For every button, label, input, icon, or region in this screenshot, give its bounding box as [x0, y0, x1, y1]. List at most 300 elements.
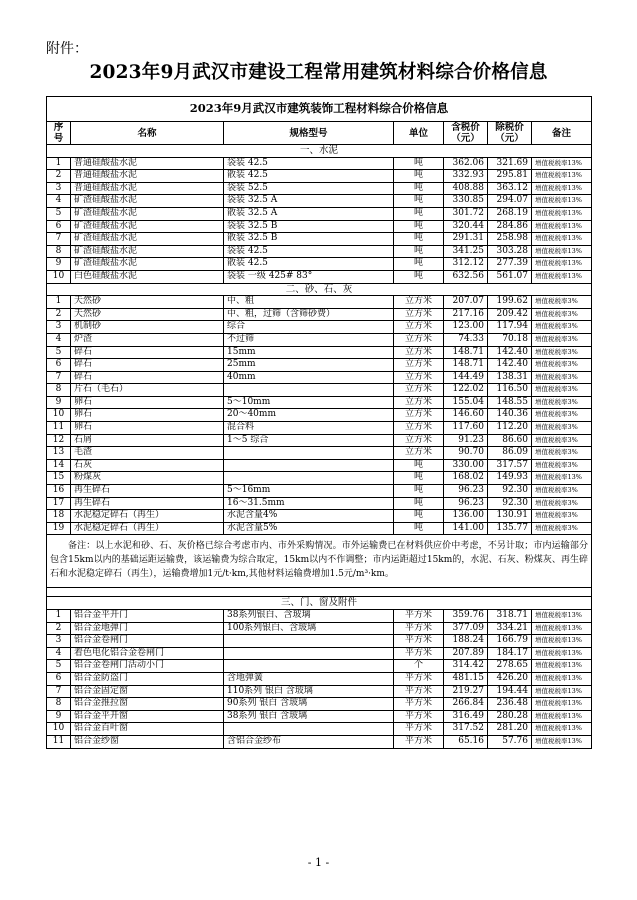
row-name: 着色电化铝合金卷闸门: [71, 647, 224, 660]
row-price-notax: 166.79: [488, 635, 532, 648]
row-seq: 1: [47, 157, 71, 170]
row-name: 碎石: [71, 346, 224, 359]
table-row: [47, 472, 592, 485]
row-note: 增值税税率13%: [532, 698, 592, 711]
row-note: 增值税税率13%: [532, 723, 592, 736]
row-note: 增值税税率13%: [532, 610, 592, 623]
row-name: 普通硅酸盐水泥: [71, 182, 224, 195]
row-price-tax: 96.23: [444, 485, 488, 498]
row-unit: 平方米: [394, 723, 444, 736]
table-row: [47, 396, 592, 409]
row-unit: 吨: [394, 459, 444, 472]
table-row: [47, 270, 592, 283]
row-unit: 平方米: [394, 622, 444, 635]
row-unit: 吨: [394, 220, 444, 233]
row-unit: 吨: [394, 258, 444, 271]
header-spec: 规格型号: [224, 122, 394, 145]
row-seq: 10: [47, 270, 71, 283]
row-unit: 吨: [394, 510, 444, 523]
row-seq: 2: [47, 622, 71, 635]
row-price-tax: 146.60: [444, 409, 488, 422]
row-unit: 吨: [394, 485, 444, 498]
row-note: 增值税税率3%: [532, 497, 592, 510]
row-name: 片石（毛石）: [71, 384, 224, 397]
row-spec: 综合: [224, 321, 394, 334]
row-price-notax: 284.86: [488, 220, 532, 233]
table-row: [47, 233, 592, 246]
row-note: 增值税税率13%: [532, 270, 592, 283]
row-price-notax: 117.94: [488, 321, 532, 334]
row-name: 石屑: [71, 434, 224, 447]
row-price-tax: 359.76: [444, 610, 488, 623]
row-spec: 38系列 银白 含玻璃: [224, 710, 394, 723]
table-row: [47, 346, 592, 359]
row-seq: 7: [47, 371, 71, 384]
row-seq: 6: [47, 220, 71, 233]
row-seq: 8: [47, 698, 71, 711]
row-unit: 立方米: [394, 384, 444, 397]
row-price-tax: 291.31: [444, 233, 488, 246]
row-name: 铝合金推拉窗: [71, 698, 224, 711]
row-note: 增值税税率3%: [532, 296, 592, 309]
table-row: [47, 434, 592, 447]
row-spec: 中、粗，过筛（含筛砂费）: [224, 308, 394, 321]
row-seq: 8: [47, 384, 71, 397]
row-seq: 3: [47, 635, 71, 648]
section-title: 一、水泥: [47, 145, 592, 158]
row-unit: 立方米: [394, 346, 444, 359]
row-unit: 吨: [394, 245, 444, 258]
row-unit: 立方米: [394, 308, 444, 321]
row-price-tax: 217.16: [444, 308, 488, 321]
row-note: 增值税税率3%: [532, 459, 592, 472]
table-row: [47, 296, 592, 309]
row-price-notax: 116.50: [488, 384, 532, 397]
header-price-notax: 除税价（元）: [488, 122, 532, 145]
table-row: [47, 622, 592, 635]
row-note: 增值税税率3%: [532, 371, 592, 384]
row-price-tax: 136.00: [444, 510, 488, 523]
row-price-notax: 281.20: [488, 723, 532, 736]
document-title: 2023年9月武汉市建设工程常用建筑材料综合价格信息: [89, 62, 548, 83]
row-seq: 6: [47, 359, 71, 372]
row-seq: 9: [47, 396, 71, 409]
row-note: 增值税税率13%: [532, 647, 592, 660]
row-seq: 14: [47, 459, 71, 472]
header-note: 备注: [532, 122, 592, 145]
row-unit: 吨: [394, 157, 444, 170]
row-spec: 5～16mm: [224, 485, 394, 498]
row-note: 增值税税率3%: [532, 321, 592, 334]
table-row: [47, 207, 592, 220]
row-price-notax: 142.40: [488, 346, 532, 359]
row-unit: 吨: [394, 195, 444, 208]
row-seq: 3: [47, 182, 71, 195]
row-price-tax: 219.27: [444, 685, 488, 698]
header-name: 名称: [71, 122, 224, 145]
row-seq: 4: [47, 333, 71, 346]
row-price-notax: 295.81: [488, 170, 532, 183]
row-name: 铝合金卷闸门: [71, 635, 224, 648]
row-spec: 25mm: [224, 359, 394, 372]
row-spec: [224, 635, 394, 648]
row-seq: 7: [47, 233, 71, 246]
remark-row: [47, 535, 592, 588]
row-name: 铝合金卷闸门活动小门: [71, 660, 224, 673]
row-price-tax: 155.04: [444, 396, 488, 409]
row-unit: 吨: [394, 497, 444, 510]
row-price-notax: 303.28: [488, 245, 532, 258]
row-price-tax: 96.23: [444, 497, 488, 510]
row-price-notax: 194.44: [488, 685, 532, 698]
row-price-tax: 123.00: [444, 321, 488, 334]
row-name: 碎石: [71, 359, 224, 372]
row-price-notax: 199.62: [488, 296, 532, 309]
header-unit: 单位: [394, 122, 444, 145]
table-row: [47, 422, 592, 435]
table-row: [47, 672, 592, 685]
row-name: 铝合金地弹门: [71, 622, 224, 635]
row-note: 增值税税率3%: [532, 485, 592, 498]
row-name: 普通硅酸盐水泥: [71, 157, 224, 170]
row-unit: 立方米: [394, 359, 444, 372]
row-name: 天然砂: [71, 308, 224, 321]
section-header-row: [47, 283, 592, 296]
row-price-tax: 314.42: [444, 660, 488, 673]
table-row: [47, 685, 592, 698]
row-unit: 立方米: [394, 296, 444, 309]
row-price-notax: 70.18: [488, 333, 532, 346]
row-seq: 10: [47, 409, 71, 422]
row-note: 增值税税率13%: [532, 233, 592, 246]
section-title: 二、砂、石、灰: [47, 283, 592, 296]
row-price-notax: 112.20: [488, 422, 532, 435]
table-row: [47, 610, 592, 623]
row-seq: 12: [47, 434, 71, 447]
row-unit: 立方米: [394, 409, 444, 422]
row-unit: 平方米: [394, 685, 444, 698]
row-price-notax: 258.98: [488, 233, 532, 246]
row-price-notax: 86.60: [488, 434, 532, 447]
table-title: 2023年9月武汉市建筑装饰工程材料综合价格信息: [47, 97, 592, 122]
spacer-cell: [47, 588, 592, 597]
row-spec: 中、粗: [224, 296, 394, 309]
price-table: [46, 96, 592, 749]
attachment-label: 附件：: [46, 41, 88, 57]
row-note: 增值税税率3%: [532, 308, 592, 321]
row-price-notax: 236.48: [488, 698, 532, 711]
row-name: 矿渣硅酸盐水泥: [71, 220, 224, 233]
remark-text: 备注：以上水泥和砂、石、灰价格已综合考虑市内、市外采购情况。市外运输费已在材料供应价中考虑，不另计取；市内运输部分包含15km以内的基础运距运输费，该运输费为综合取定，15km以内不作调整；市内运距超过15km的，水泥、石灰、粉煤灰、再生碎石和水泥稳定碎石（再生），运输费增加1元/t·km,其他材料运输费增加1.5元/m³·km。: [47, 535, 592, 588]
row-seq: 5: [47, 207, 71, 220]
table-row: [47, 321, 592, 334]
row-note: 增值税税率13%: [532, 157, 592, 170]
row-price-tax: 91.23: [444, 434, 488, 447]
row-seq: 4: [47, 195, 71, 208]
table-row: [47, 258, 592, 271]
table-row: [47, 447, 592, 460]
row-spec: 袋装 52.5: [224, 182, 394, 195]
row-note: 增值税税率3%: [532, 346, 592, 359]
row-spec: 含铝合金纱布: [224, 735, 394, 748]
row-note: 增值税税率13%: [532, 660, 592, 673]
row-price-notax: 268.19: [488, 207, 532, 220]
row-spec: 38系列银白、含玻璃: [224, 610, 394, 623]
spacer-row: [47, 588, 592, 597]
table-row: [47, 220, 592, 233]
row-unit: 平方米: [394, 710, 444, 723]
row-price-tax: 632.56: [444, 270, 488, 283]
row-price-notax: 280.28: [488, 710, 532, 723]
row-note: 增值税税率13%: [532, 245, 592, 258]
row-seq: 10: [47, 723, 71, 736]
row-unit: 吨: [394, 207, 444, 220]
row-seq: 7: [47, 685, 71, 698]
row-price-notax: 140.36: [488, 409, 532, 422]
row-unit: 吨: [394, 472, 444, 485]
row-price-tax: 341.25: [444, 245, 488, 258]
row-spec: 40mm: [224, 371, 394, 384]
row-name: 天然砂: [71, 296, 224, 309]
row-spec: [224, 723, 394, 736]
row-price-tax: 74.33: [444, 333, 488, 346]
row-name: 白色硅酸盐水泥: [71, 270, 224, 283]
row-spec: [224, 472, 394, 485]
row-price-notax: 209.42: [488, 308, 532, 321]
row-price-tax: 330.85: [444, 195, 488, 208]
row-price-tax: 408.88: [444, 182, 488, 195]
row-unit: 立方米: [394, 371, 444, 384]
row-spec: 袋装 32.5 A: [224, 195, 394, 208]
row-name: 铝合金平开窗: [71, 710, 224, 723]
table-row: [47, 710, 592, 723]
table-row: [47, 698, 592, 711]
row-spec: 散装 32.5 B: [224, 233, 394, 246]
row-name: 铝合金固定窗: [71, 685, 224, 698]
row-price-notax: 321.69: [488, 157, 532, 170]
table-row: [47, 245, 592, 258]
row-note: 增值税税率13%: [532, 207, 592, 220]
row-price-notax: 149.93: [488, 472, 532, 485]
row-spec: 110系列 银白 含玻璃: [224, 685, 394, 698]
table-row: [47, 182, 592, 195]
row-note: 增值税税率3%: [532, 434, 592, 447]
row-spec: 16～31.5mm: [224, 497, 394, 510]
table-row: [47, 170, 592, 183]
row-price-tax: 144.49: [444, 371, 488, 384]
row-spec: 袋装 42.5: [224, 157, 394, 170]
table-row: [47, 485, 592, 498]
row-note: 增值税税率3%: [532, 384, 592, 397]
row-price-tax: 316.49: [444, 710, 488, 723]
header-seq: 序号: [47, 122, 71, 145]
row-unit: 吨: [394, 522, 444, 535]
row-price-notax: 318.71: [488, 610, 532, 623]
row-seq: 1: [47, 296, 71, 309]
row-seq: 9: [47, 258, 71, 271]
row-unit: 吨: [394, 182, 444, 195]
row-unit: 平方米: [394, 635, 444, 648]
table-header-row: [47, 122, 592, 145]
row-price-tax: 122.02: [444, 384, 488, 397]
row-seq: 4: [47, 647, 71, 660]
row-spec: 90系列 银白 含玻璃: [224, 698, 394, 711]
row-unit: 吨: [394, 170, 444, 183]
row-spec: [224, 660, 394, 673]
row-seq: 18: [47, 510, 71, 523]
row-price-notax: 142.40: [488, 359, 532, 372]
row-price-tax: 332.93: [444, 170, 488, 183]
row-spec: [224, 447, 394, 460]
row-unit: 立方米: [394, 333, 444, 346]
row-seq: 16: [47, 485, 71, 498]
row-note: 增值税税率13%: [532, 195, 592, 208]
row-spec: 袋装 一级 425# 83°: [224, 270, 394, 283]
row-name: 水泥稳定碎石（再生）: [71, 522, 224, 535]
row-seq: 3: [47, 321, 71, 334]
row-unit: 平方米: [394, 735, 444, 748]
row-unit: 立方米: [394, 422, 444, 435]
row-note: 增值税税率13%: [532, 472, 592, 485]
row-note: 增值税税率13%: [532, 258, 592, 271]
row-note: 增值税税率13%: [532, 735, 592, 748]
row-spec: 袋装 32.5 B: [224, 220, 394, 233]
row-seq: 15: [47, 472, 71, 485]
row-note: 增值税税率13%: [532, 220, 592, 233]
row-spec: 散装 42.5: [224, 170, 394, 183]
row-seq: 5: [47, 346, 71, 359]
row-price-notax: 334.21: [488, 622, 532, 635]
row-price-notax: 130.91: [488, 510, 532, 523]
row-note: 增值税税率3%: [532, 447, 592, 460]
row-name: 矿渣硅酸盐水泥: [71, 258, 224, 271]
row-note: 增值税税率3%: [532, 359, 592, 372]
row-price-notax: 135.77: [488, 522, 532, 535]
row-price-notax: 317.57: [488, 459, 532, 472]
row-unit: 立方米: [394, 447, 444, 460]
row-seq: 17: [47, 497, 71, 510]
table-row: [47, 735, 592, 748]
row-name: 矿渣硅酸盐水泥: [71, 195, 224, 208]
row-unit: 立方米: [394, 396, 444, 409]
row-unit: 吨: [394, 233, 444, 246]
row-seq: 11: [47, 735, 71, 748]
row-name: 普通硅酸盐水泥: [71, 170, 224, 183]
table-row: [47, 157, 592, 170]
row-spec: [224, 459, 394, 472]
row-seq: 6: [47, 672, 71, 685]
page-number: - 1 -: [307, 856, 330, 869]
row-price-tax: 301.72: [444, 207, 488, 220]
row-name: 矿渣硅酸盐水泥: [71, 233, 224, 246]
row-price-notax: 363.12: [488, 182, 532, 195]
row-price-notax: 92.30: [488, 485, 532, 498]
table-row: [47, 333, 592, 346]
row-unit: 平方米: [394, 610, 444, 623]
table-row: [47, 647, 592, 660]
row-spec: 含地弹簧: [224, 672, 394, 685]
header-price-tax: 含税价（元）: [444, 122, 488, 145]
row-price-notax: 294.07: [488, 195, 532, 208]
row-price-tax: 377.09: [444, 622, 488, 635]
row-price-notax: 138.31: [488, 371, 532, 384]
row-spec: [224, 384, 394, 397]
row-name: 卵石: [71, 422, 224, 435]
row-name: 毛渣: [71, 447, 224, 460]
table-row: [47, 409, 592, 422]
row-unit: 吨: [394, 270, 444, 283]
row-name: 铝合金平开门: [71, 610, 224, 623]
row-price-tax: 65.16: [444, 735, 488, 748]
row-spec: 水泥含量5%: [224, 522, 394, 535]
row-name: 铝合金纱窗: [71, 735, 224, 748]
table-row: [47, 459, 592, 472]
section-header-row: [47, 597, 592, 610]
row-spec: 5～10mm: [224, 396, 394, 409]
row-price-tax: 188.24: [444, 635, 488, 648]
row-price-notax: 92.30: [488, 497, 532, 510]
row-note: 增值税税率13%: [532, 672, 592, 685]
row-note: 增值税税率3%: [532, 522, 592, 535]
row-unit: 平方米: [394, 698, 444, 711]
row-price-tax: 266.84: [444, 698, 488, 711]
row-seq: 2: [47, 308, 71, 321]
row-name: 卵石: [71, 396, 224, 409]
row-note: 增值税税率13%: [532, 635, 592, 648]
row-spec: 100系列银白、含玻璃: [224, 622, 394, 635]
row-seq: 11: [47, 422, 71, 435]
row-seq: 8: [47, 245, 71, 258]
row-spec: 15mm: [224, 346, 394, 359]
row-price-notax: 148.55: [488, 396, 532, 409]
row-name: 石灰: [71, 459, 224, 472]
table-row: [47, 384, 592, 397]
section-header-row: [47, 145, 592, 158]
row-seq: 13: [47, 447, 71, 460]
row-price-notax: 57.76: [488, 735, 532, 748]
row-unit: 平方米: [394, 647, 444, 660]
row-note: 增值税税率13%: [532, 710, 592, 723]
row-price-tax: 148.71: [444, 346, 488, 359]
row-spec: 不过筛: [224, 333, 394, 346]
row-price-notax: 86.09: [488, 447, 532, 460]
row-unit: 立方米: [394, 434, 444, 447]
row-spec: 1～5 综合: [224, 434, 394, 447]
table-row: [47, 660, 592, 673]
row-note: 增值税税率3%: [532, 510, 592, 523]
row-price-tax: 481.15: [444, 672, 488, 685]
row-spec: 水泥含量4%: [224, 510, 394, 523]
row-note: 增值税税率13%: [532, 622, 592, 635]
table-row: [47, 635, 592, 648]
price-sheet: [46, 96, 591, 749]
row-name: 卵石: [71, 409, 224, 422]
section-title: 三、门、窗及附件: [47, 597, 592, 610]
table-row: [47, 510, 592, 523]
row-price-notax: 277.39: [488, 258, 532, 271]
row-name: 矿渣硅酸盐水泥: [71, 207, 224, 220]
row-name: 再生碎石: [71, 497, 224, 510]
row-name: 碎石: [71, 371, 224, 384]
row-price-tax: 207.07: [444, 296, 488, 309]
row-unit: 立方米: [394, 321, 444, 334]
row-unit: 平方米: [394, 672, 444, 685]
row-price-tax: 317.52: [444, 723, 488, 736]
row-spec: 散装 42.5: [224, 258, 394, 271]
row-name: 粉煤灰: [71, 472, 224, 485]
row-seq: 2: [47, 170, 71, 183]
table-row: [47, 723, 592, 736]
